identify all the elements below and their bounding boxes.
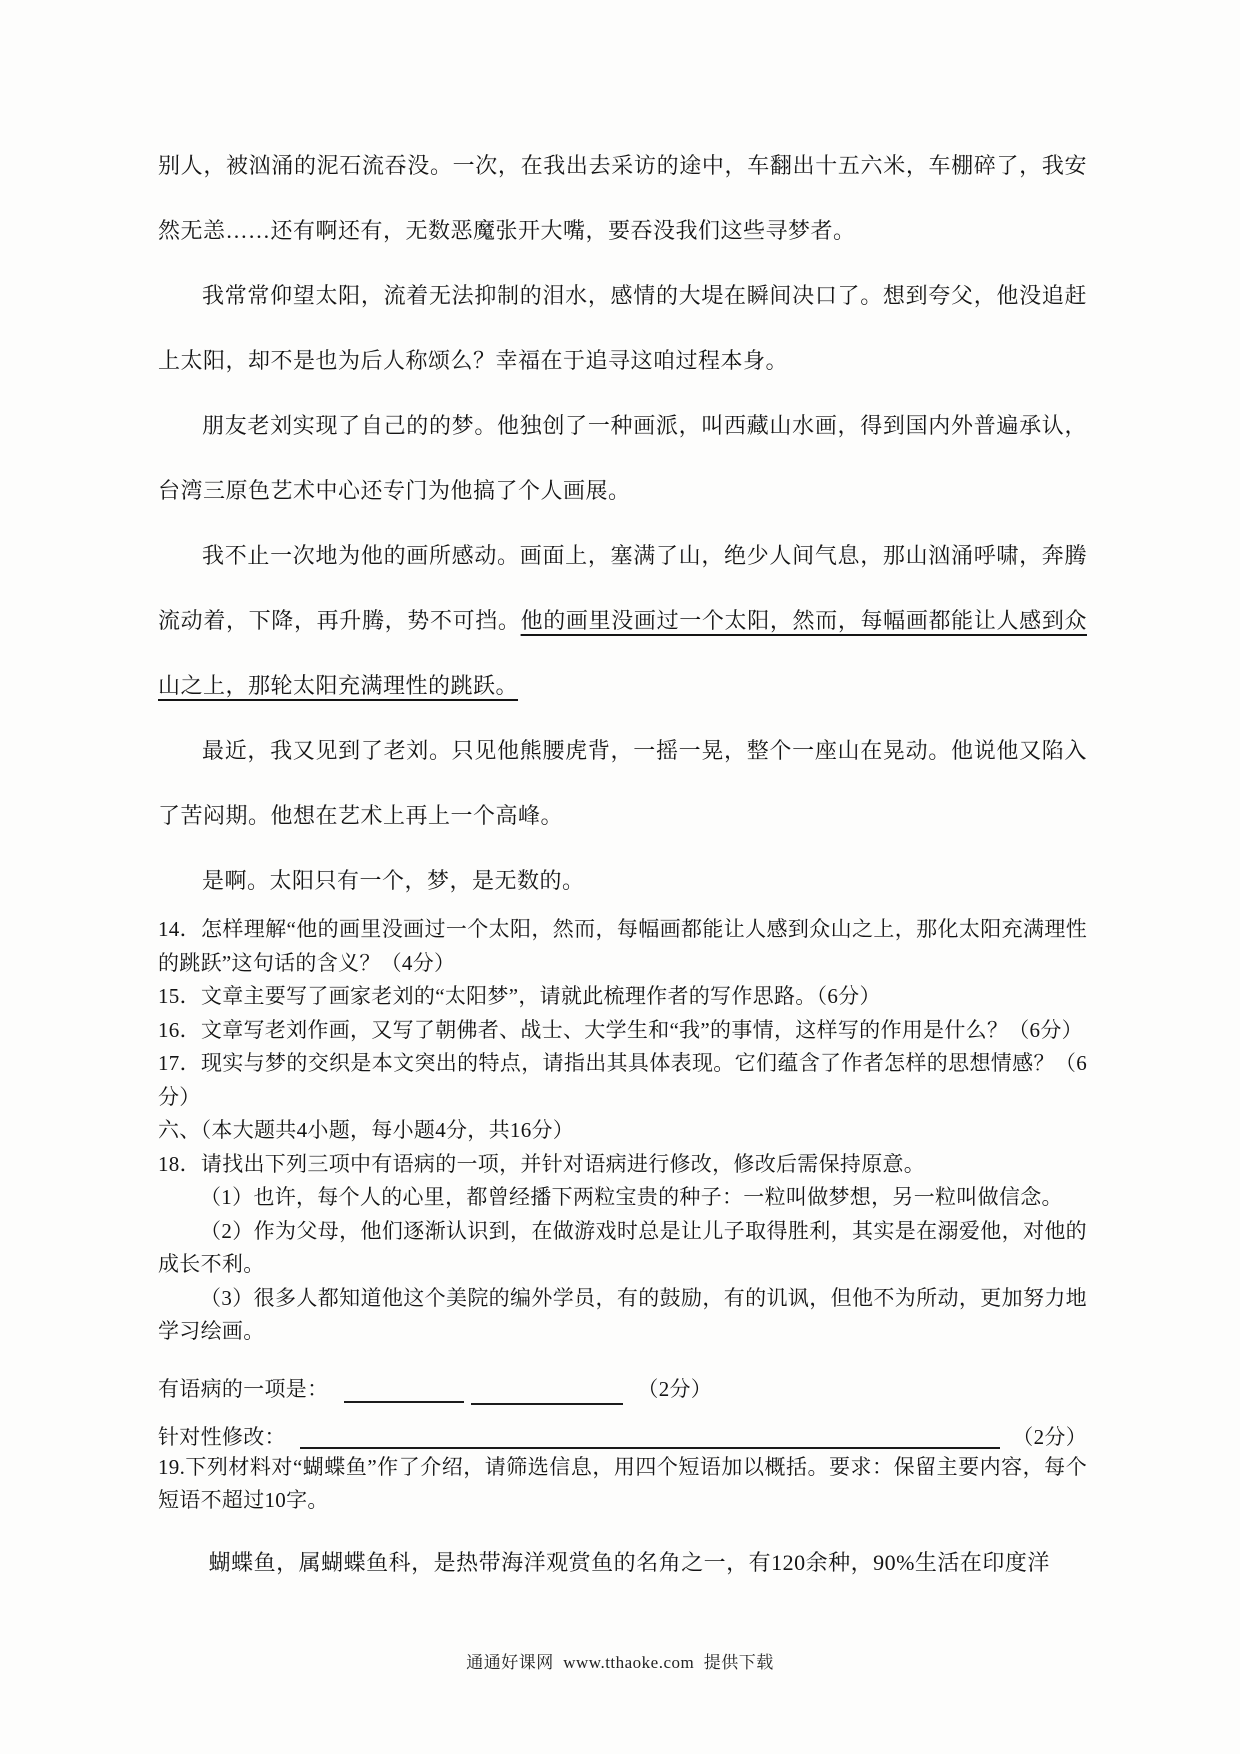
passage-paragraph: 我常常仰望太阳，流着无法抑制的泪水，感情的大堤在瞬间决口了。想到夸父，他没追赶上太阳，却不是也为后人称颂么？幸福在于追寻这咱过程本身。 bbox=[158, 283, 1087, 373]
question-18-item-1: （1）也许，每个人的心里，都曾经播下两粒宝贵的种子：一粒叫做梦想，另一粒叫做信念。 bbox=[200, 1185, 1063, 1209]
q18-fix-score: （2分） bbox=[1012, 1424, 1087, 1449]
reading-passage bbox=[158, 133, 1087, 913]
question-18-stem: 18．请找出下列三项中有语病的一项，并针对语病进行修改，修改后需保持原意。 bbox=[158, 1151, 926, 1176]
page-footer-watermark: 通通好课网 www.tthaoke.com 提供下载 bbox=[466, 1653, 774, 1672]
question-18-item-2: （2）作为父母，他们逐渐认识到，在做游戏时总是让儿子取得胜利，其实是在溺爱他，对他的成长不利。 bbox=[158, 1218, 1087, 1276]
passage-paragraph: 朋友老刘实现了自己的的梦。他独创了一种画派，叫西藏山水画，得到国内外普遍承认，台湾三原色艺术中心还专门为他搞了个人画展。 bbox=[158, 413, 1087, 503]
passage-paragraph: 是啊。太阳只有一个，梦，是无数的。 bbox=[202, 868, 585, 893]
fix-blank bbox=[300, 1425, 1000, 1449]
q18-answer-score: （2分） bbox=[637, 1376, 713, 1401]
question-16: 16．文章写老刘作画，又写了朝佛者、战士、大学生和“我”的事情，这样写的作用是什么？（6分） bbox=[158, 1017, 1083, 1042]
question-15: 15．文章主要写了画家老刘的“太阳梦”，请就此梳理作者的写作思路。（6分） bbox=[158, 984, 881, 1008]
q18-answer-label: 有语病的一项是： bbox=[158, 1376, 329, 1401]
answer-blank bbox=[471, 1381, 623, 1405]
section-six-header: 六、（本大题共4小题，每小题4分，共16分） bbox=[158, 1118, 575, 1142]
question-17: 17．现实与梦的交织是本文突出的特点，请指出其具体表现。它们蕴含了作者怎样的思想情感？（6分） bbox=[158, 1051, 1087, 1109]
question-18-item-3: （3）很多人都知道他这个美院的编外学员，有的鼓励，有的讥讽，但他不为所动，更加努力地学习绘画。 bbox=[158, 1285, 1087, 1343]
question-19: 19.下列材料对“蝴蝶鱼”作了介绍，请筛选信息，用四个短语加以概括。要求：保留主要内容，每个短语不超过10字。 bbox=[158, 1454, 1087, 1512]
q18-fix-line bbox=[158, 1407, 1087, 1451]
passage-paragraph-continuation: 别人，被汹涌的泥石流吞没。一次，在我出去采访的途中，车翻出十五六米，车棚碎了，我安然无恙……还有啊还有，无数恶魔张开大嘴，要吞没我们这些寻梦者。 bbox=[158, 153, 1087, 243]
passage-text-segment: 我不止一次地为他的画所感动。画面上，塞满了山，绝少人间气息，那山汹涌呼啸，奔腾流动着，下降，再升腾，势不可挡。 bbox=[158, 543, 1087, 633]
q18-fix-label: 针对性修改： bbox=[158, 1424, 286, 1449]
passage-paragraph: 最近，我又见到了老刘。只见他熊腰虎背，一摇一晃，整个一座山在晃动。他说他又陷入了苦闷期。他想在艺术上再上一个高峰。 bbox=[158, 738, 1087, 828]
answer-blank bbox=[344, 1379, 464, 1403]
question-14: 14．怎样理解“他的画里没画过一个太阳，然而，每幅画都能让人感到众山之上，那化太阳充满理性的跳跃”这句话的含义？（4分） bbox=[158, 917, 1087, 975]
material-paragraph: 蝴蝶鱼，属蝴蝶鱼科，是热带海洋观赏鱼的名角之一，有120余种，90%生活在印度洋 bbox=[208, 1549, 1050, 1575]
questions-block bbox=[158, 913, 1087, 1518]
q18-answer-line bbox=[158, 1363, 1087, 1403]
passage-paragraph-with-underline bbox=[158, 523, 1087, 718]
underlined-sentence: 他的画里没画过一个太阳，然而，每幅画都能让人感到众山之上，那轮太阳充满理性的跳跃。 bbox=[158, 608, 1087, 698]
